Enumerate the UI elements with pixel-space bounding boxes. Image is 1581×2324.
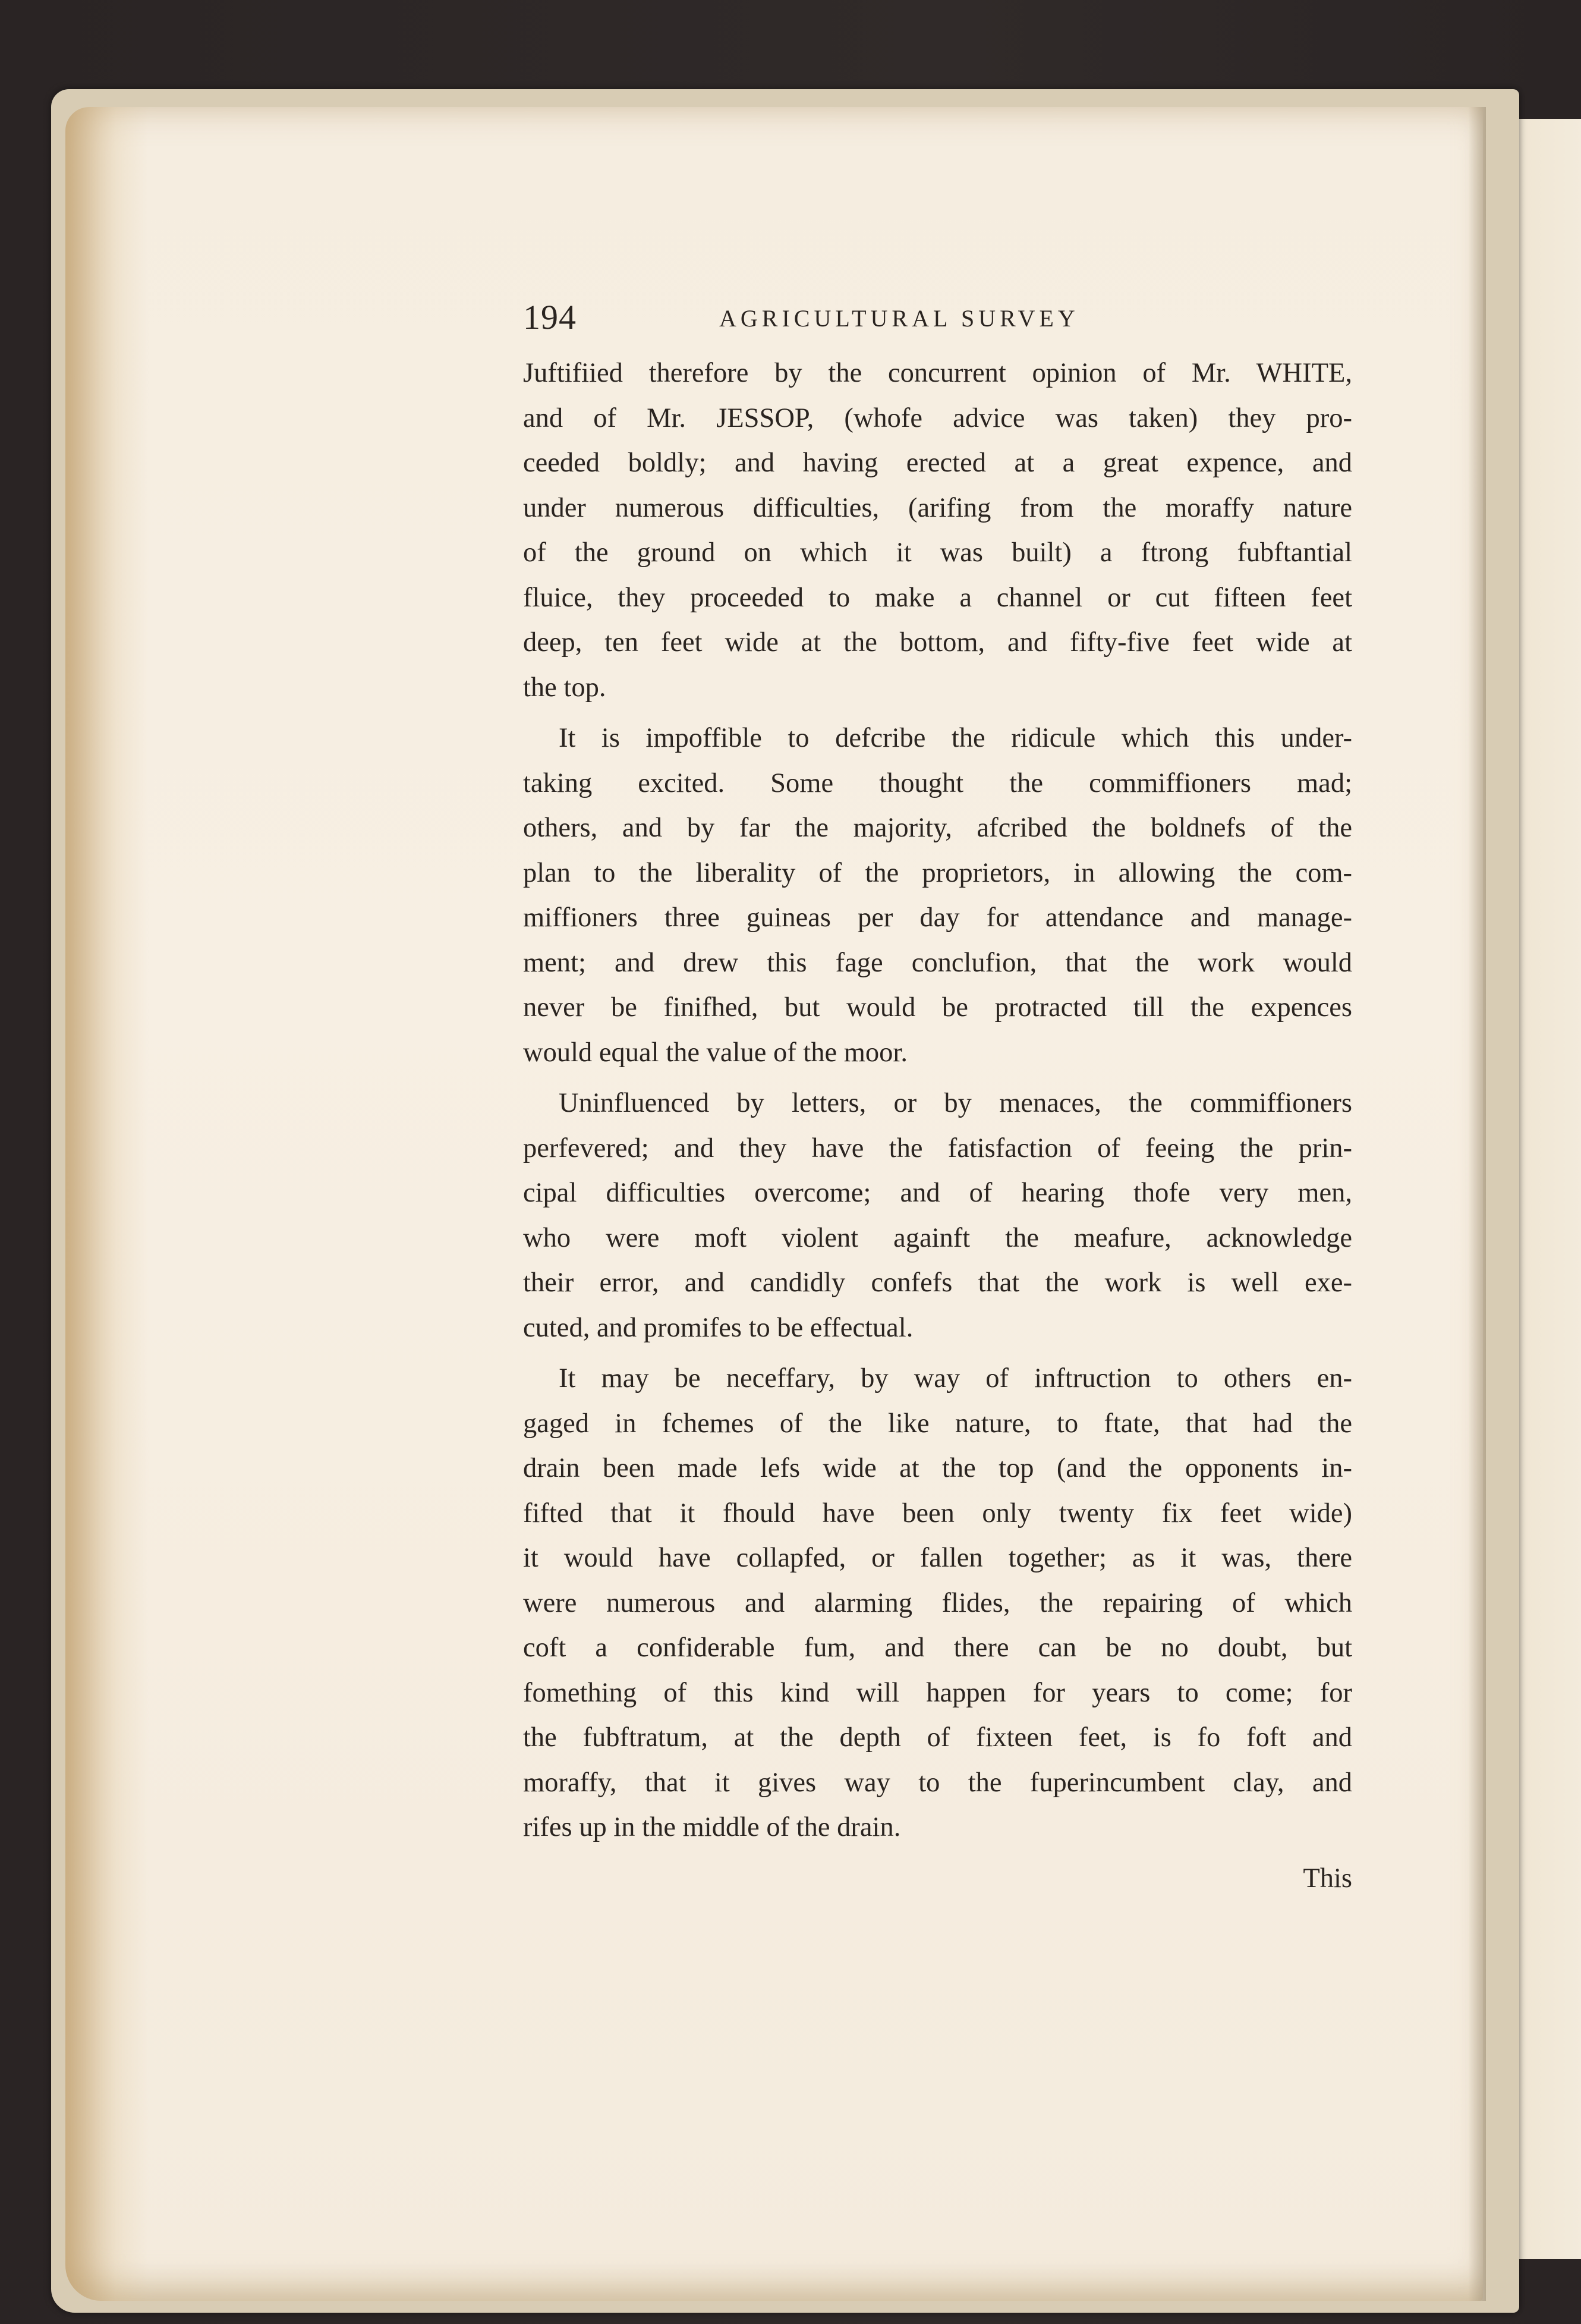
paragraph-1 (523, 351, 1352, 710)
text-line: drain been made lefs wide at the top (and the opponents in- (523, 1453, 1352, 1483)
text-line: coft a confiderable fum, and there can be no doubt, but (523, 1633, 1352, 1663)
text-line: cipal difficulties overcome; and of hearing thofe very men, (523, 1178, 1352, 1208)
text-line: the top. (523, 672, 606, 703)
text-line: the fubftratum, at the depth of fixteen feet, is fo foft and (523, 1722, 1352, 1753)
text-line: were numerous and alarming flides, the repairing of which (523, 1587, 1352, 1618)
text-line: never be finifhed, but would be protracted till the expences (523, 992, 1352, 1023)
text-line: It is impoffible to defcribe the ridicule which this under- (559, 723, 1352, 753)
text-line: under numerous difficulties, (arifing from the moraffy nature (523, 492, 1352, 523)
text-line: ceeded boldly; and having erected at a great expence, and (523, 448, 1352, 478)
text-line: taking excited. Some thought the commiffioners mad; (523, 768, 1352, 798)
text-line: and of Mr. JESSOP, (whofe advice was taken) they pro- (523, 402, 1352, 433)
text-line: ment; and drew this fage conclufion, that the work would (523, 947, 1352, 978)
text-line: Uninfluenced by letters, or by menaces, the commiffioners (559, 1088, 1352, 1118)
text-line: it would have collapfed, or fallen together; as it was, there (523, 1543, 1352, 1573)
text-line: others, and by far the majority, afcribed the boldnefs of the (523, 813, 1352, 843)
text-line: deep, ten feet wide at the bottom, and fifty-five feet wide at (523, 627, 1352, 658)
running-head-title: AGRICULTURAL SURVEY (719, 305, 1079, 332)
catchword: This (1303, 1863, 1352, 1894)
paragraph-4 (523, 1356, 1352, 1850)
page-number: 194 (523, 298, 577, 337)
text-line: fomething of this kind will happen for years to come; for (523, 1677, 1352, 1708)
text-line: It may be neceffary, by way of inftruction to others en- (559, 1363, 1352, 1394)
text-line: fluice, they proceeded to make a channel or cut fifteen feet (523, 582, 1352, 613)
text-line: of the ground on which it was built) a ftrong fubftantial (523, 537, 1352, 568)
paragraph-3 (523, 1081, 1352, 1350)
running-head (523, 297, 1352, 351)
text-line: gaged in fchemes of the like nature, to ftate, that had the (523, 1408, 1352, 1439)
text-line: miffioners three guineas per day for attendance and manage- (523, 902, 1352, 933)
text-line: plan to the liberality of the proprietors, in allowing the com- (523, 857, 1352, 888)
text-line: cuted, and promifes to be effectual. (523, 1312, 914, 1343)
paragraph-2 (523, 716, 1352, 1075)
text-line: who were moft violent againft the meafure, acknowledge (523, 1222, 1352, 1253)
text-line: perfevered; and they have the fatisfaction of feeing the prin- (523, 1133, 1352, 1163)
text-line: their error, and candidly confefs that the work is well exe- (523, 1268, 1352, 1298)
text-line: fifted that it fhould have been only twenty fix feet wide) (523, 1498, 1352, 1529)
page-edge-foxing (65, 107, 149, 2301)
text-line: moraffy, that it gives way to the fuperincumbent clay, and (523, 1767, 1352, 1798)
page-gutter (1468, 107, 1486, 2301)
page-text-block (523, 297, 1352, 1901)
text-line: Juftifiied therefore by the concurrent opinion of Mr. WHITE, (523, 358, 1352, 388)
text-line: would equal the value of the moor. (523, 1037, 908, 1068)
text-line: rifes up in the middle of the drain. (523, 1812, 901, 1842)
